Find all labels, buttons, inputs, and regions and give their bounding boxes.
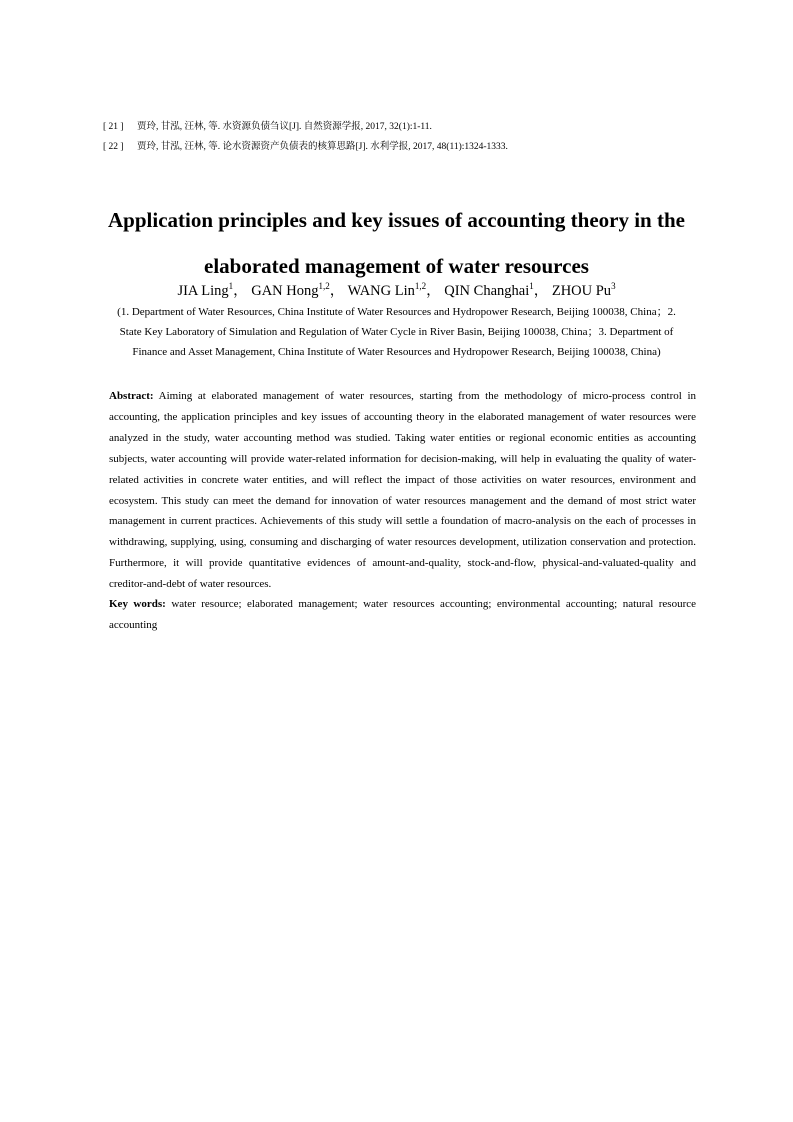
author-name: JIA Ling <box>177 283 229 299</box>
keywords-label: Key words: <box>109 598 166 610</box>
keywords-text: water resource; elaborated management; water resources accounting; environmental accounting; natural resource accounting <box>109 598 697 631</box>
abstract-label: Abstract: <box>109 390 154 402</box>
author-affiliation-mark: 1,2 <box>414 281 427 291</box>
paper-title-line-2: elaborated management of water resources <box>204 254 589 278</box>
reference-number: [ 22 ] <box>103 142 124 152</box>
author-list <box>70 280 723 302</box>
author-separator: ， <box>233 283 248 299</box>
paper-title-line-1: Application principles and key issues of accounting theory in the <box>108 208 685 232</box>
reference-item <box>103 137 703 157</box>
author-separator: ， <box>426 283 441 299</box>
reference-item <box>103 117 703 137</box>
author-name: ZHOU Pu <box>551 283 612 299</box>
author-affiliation-mark: 1,2 <box>318 281 330 291</box>
affiliations: (1. Department of Water Resources, China Institute of Water Resources and Hydropower Research, Beijing 100038, China；2. State Key Laboratory of Simulation and Regulation of Water Cycle in River Basin, Beijing 100038, China；3. Department of Finance and Asset Management, China Institute of Water Resources and Hydropower Research, Beijing 100038, China) <box>117 306 676 358</box>
author-affiliation-mark: 3 <box>611 281 616 291</box>
abstract-text: Aiming at elaborated management of water resources, starting from the methodology of micro-process control in accounting, the application principles and key issues of accounting theory in the elaborated management of water resources were analyzed in the study, water accounting method was studied. Taking water entities or regional economic entities as accounting subjects, water accounting will provide water-related information for decision-making, will help in evaluating the quality of water-related activities in concrete water entities, and will reflect the impact of those activities on water resources, environment and ecosystem. This study can meet the demand for innovation of water resources management and the demand of most strict water management in current practices. Achievements of this study will settle a foundation of macro-analysis on the each of processes in withdrawing, supplying, using, consuming and discharging of water resources development, utilization conservation and protection. Furthermore, it will provide quantitative evidences of amount-and-quality, stock-and-flow, physical-and-valuated-quality and creditor-and-debt of water resources. <box>109 390 696 591</box>
reference-text: 贾玲, 甘泓, 汪林, 等. 水资源负债刍议[J]. 自然资源学报, 2017, 32(1):1-11. <box>137 122 432 132</box>
author-name: GAN Hong <box>251 283 319 299</box>
paper-title <box>70 197 723 289</box>
author-affiliation-mark: 1 <box>529 281 534 291</box>
reference-text: 贾玲, 甘泓, 汪林, 等. 论水资源资产负债表的核算思路[J]. 水利学报, 2017, 48(11):1324-1333. <box>137 142 508 152</box>
reference-list <box>103 117 703 157</box>
author-separator: ， <box>329 283 345 299</box>
reference-number: [ 21 ] <box>103 122 124 132</box>
author-affiliation-mark: 1 <box>228 281 234 291</box>
abstract <box>109 386 696 595</box>
author-name: QIN Changhai <box>444 283 530 299</box>
keywords <box>109 594 696 636</box>
author-name: WANG Lin <box>347 283 415 299</box>
author-separator: ， <box>533 283 549 299</box>
